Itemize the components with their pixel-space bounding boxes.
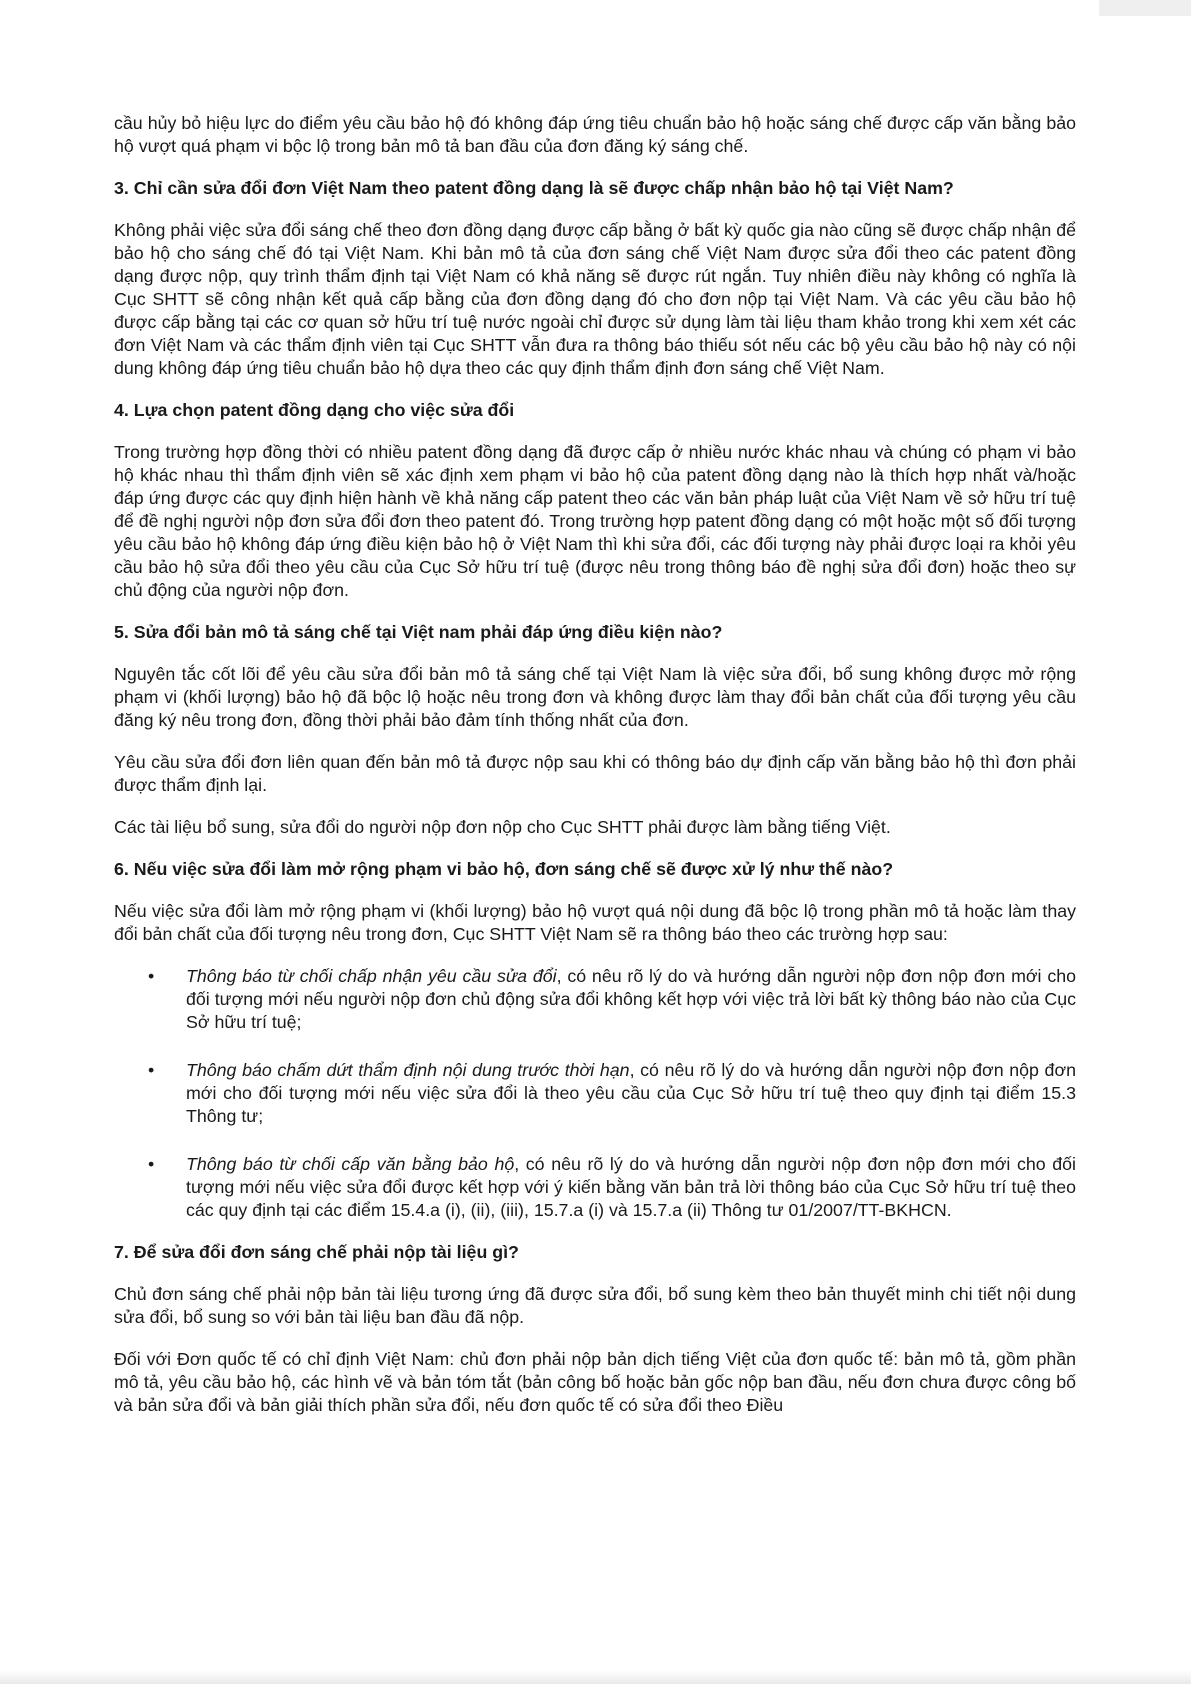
paragraph-section-4: Trong trường hợp đồng thời có nhiều patent đồng dạng đã được cấp ở nhiều nước khác nhau và chúng có phạm vi bảo hộ khác nhau thì thẩm định viên sẽ xác định xem phạm vi bảo hộ của patent đồng dạng nào là thích hợp nhất và/hoặc đáp ứng được các quy định hiện hành về khả năng cấp patent theo các văn bản pháp luật của Việt Nam về sở hữu trí tuệ để đề nghị người nộp đơn sửa đổi đơn theo patent đó. Trong trường hợp patent đồng dạng có một hoặc một số đối tượng yêu cầu bảo hộ không đáp ứng điều kiện bảo hộ ở Việt Nam thì khi sửa đổi, các đối tượng này phải được loại ra khỏi yêu cầu bảo hộ sửa đổi theo yêu cầu của Cục Sở hữu trí tuệ (được nêu trong thông báo đề nghị sửa đổi đơn) hoặc theo sự chủ động của người nộp đơn. — [114, 442, 1076, 600]
viewer-corner-shade — [1099, 0, 1191, 16]
heading-section-7: 7. Để sửa đổi đơn sáng chế phải nộp tài liệu gì? — [114, 1242, 519, 1262]
notice-description: , có nêu rõ lý do và hướng dẫn người nộp đơn nộp đơn mới cho đối tượng mới nếu người nộp đơn chủ động sửa đổi không kết hợp với việc trả lời bất kỳ thông báo nào của Cục Sở hữu trí tuệ; — [186, 966, 1076, 1032]
notice-title: Thông báo chấm dứt thẩm định nội dung trước thời hạn — [186, 1060, 630, 1080]
paragraph-section-5-principle: Nguyên tắc cốt lõi để yêu cầu sửa đổi bản mô tả sáng chế tại Việt Nam là việc sửa đổi, bổ sung không được mở rộng phạm vi (khối lượng) bảo hộ đã bộc lộ hoặc nêu trong đơn và không được làm thay đổi bản chất của đối tượng yêu cầu đăng ký nêu trong đơn, đồng thời phải bảo đảm tính thống nhất của đơn. — [114, 664, 1076, 730]
heading-section-3: 3. Chỉ cần sửa đổi đơn Việt Nam theo patent đồng dạng là sẽ được chấp nhận bảo hộ tại Việt Nam? — [114, 178, 954, 198]
paragraph-section-5-reexamination: Yêu cầu sửa đổi đơn liên quan đến bản mô tả được nộp sau khi có thông báo dự định cấp văn bằng bảo hộ thì đơn phải được thẩm định lại. — [114, 752, 1076, 795]
list-item — [114, 965, 1076, 1034]
paragraph-revocation-continued: cầu hủy bỏ hiệu lực do điểm yêu cầu bảo hộ đó không đáp ứng tiêu chuẩn bảo hộ hoặc sáng chế được cấp văn bằng bảo hộ vượt quá phạm vi bộc lộ trong bản mô tả ban đầu của đơn đăng ký sáng chế. — [114, 113, 1076, 156]
notice-description: , có nêu rõ lý do và hướng dẫn người nộp đơn nộp đơn mới cho đối tượng mới nếu việc sửa đổi được kết hợp với ý kiến bằng văn bản trả lời thông báo của Cục Sở hữu trí tuệ theo các quy định tại các điểm 15.4.a (i), (ii), (iii), 15.7.a (i) và 15.7.a (ii) Thông tư 01/2007/TT-BKHCN. — [186, 1154, 1076, 1220]
paragraph-section-7-international: Đối với Đơn quốc tế có chỉ định Việt Nam: chủ đơn phải nộp bản dịch tiếng Việt của đơn quốc tế: bản mô tả, gồm phần mô tả, yêu cầu bảo hộ, các hình vẽ và bản tóm tắt (bản công bố hoặc bản gốc nộp ban đầu, nếu đơn chưa được công bố và bản sửa đổi và bản giải thích phần sửa đổi, nếu đơn quốc tế có sửa đổi theo Điều — [114, 1349, 1076, 1415]
bullet-dot-icon: • — [148, 966, 155, 986]
notice-bullet-list — [114, 965, 1076, 1222]
notice-title: Thông báo từ chối chấp nhận yêu cầu sửa đổi — [186, 966, 557, 986]
heading-section-6: 6. Nếu việc sửa đổi làm mở rộng phạm vi bảo hộ, đơn sáng chế sẽ được xử lý như thế nào? — [114, 859, 894, 879]
bullet-dot-icon: • — [148, 1154, 155, 1174]
heading-section-5: 5. Sửa đổi bản mô tả sáng chế tại Việt nam phải đáp ứng điều kiện nào? — [114, 622, 723, 642]
bullet-dot-icon: • — [148, 1060, 155, 1080]
list-item — [114, 1153, 1076, 1222]
viewer-bottom-shade — [0, 1670, 1191, 1684]
notice-description: , có nêu rõ lý do và hướng dẫn người nộp đơn nộp đơn mới cho đối tượng mới nếu việc sửa đổi là theo yêu cầu của Cục Sở hữu trí tuệ theo quy định tại điểm 15.3 Thông tư; — [186, 1060, 1076, 1126]
heading-section-4: 4. Lựa chọn patent đồng dạng cho việc sửa đổi — [114, 400, 515, 420]
paragraph-section-6: Nếu việc sửa đổi làm mở rộng phạm vi (khối lượng) bảo hộ vượt quá nội dung đã bộc lộ trong phần mô tả hoặc làm thay đổi bản chất của đối tượng nêu trong đơn, Cục SHTT Việt Nam sẽ ra thông báo theo các trường hợp sau: — [114, 901, 1076, 944]
list-item — [114, 1059, 1076, 1128]
notice-title: Thông báo từ chối cấp văn bằng bảo hộ — [186, 1154, 515, 1174]
document-page — [114, 112, 1076, 1436]
paragraph-section-7-documents: Chủ đơn sáng chế phải nộp bản tài liệu tương ứng đã được sửa đổi, bổ sung kèm theo bản thuyết minh chi tiết nội dung sửa đổi, bổ sung so với bản tài liệu ban đầu đã nộp. — [114, 1284, 1076, 1327]
paragraph-section-5-language: Các tài liệu bổ sung, sửa đổi do người nộp đơn nộp cho Cục SHTT phải được làm bằng tiếng Việt. — [114, 817, 891, 837]
paragraph-section-3: Không phải việc sửa đổi sáng chế theo đơn đồng dạng được cấp bằng ở bất kỳ quốc gia nào cũng sẽ được chấp nhận để bảo hộ cho sáng chế đó tại Việt Nam. Khi bản mô tả của đơn sáng chế Việt Nam được sửa đổi theo các patent đồng dạng được nộp, quy trình thẩm định tại Việt Nam có khả năng sẽ được rút ngắn. Tuy nhiên điều này không có nghĩa là Cục SHTT sẽ công nhận kết quả cấp bằng của đơn đồng dạng đó cho đơn nộp tại Việt Nam. Và các yêu cầu bảo hộ được cấp bằng tại các cơ quan sở hữu trí tuệ nước ngoài chỉ được sử dụng làm tài liệu tham khảo trong khi xem xét các đơn Việt Nam và các thẩm định viên tại Cục SHTT vẫn đưa ra thông báo thiếu sót nếu các bộ yêu cầu bảo hộ này có nội dung không đáp ứng tiêu chuẩn bảo hộ dựa theo các quy định thẩm định đơn sáng chế Việt Nam. — [114, 220, 1076, 378]
